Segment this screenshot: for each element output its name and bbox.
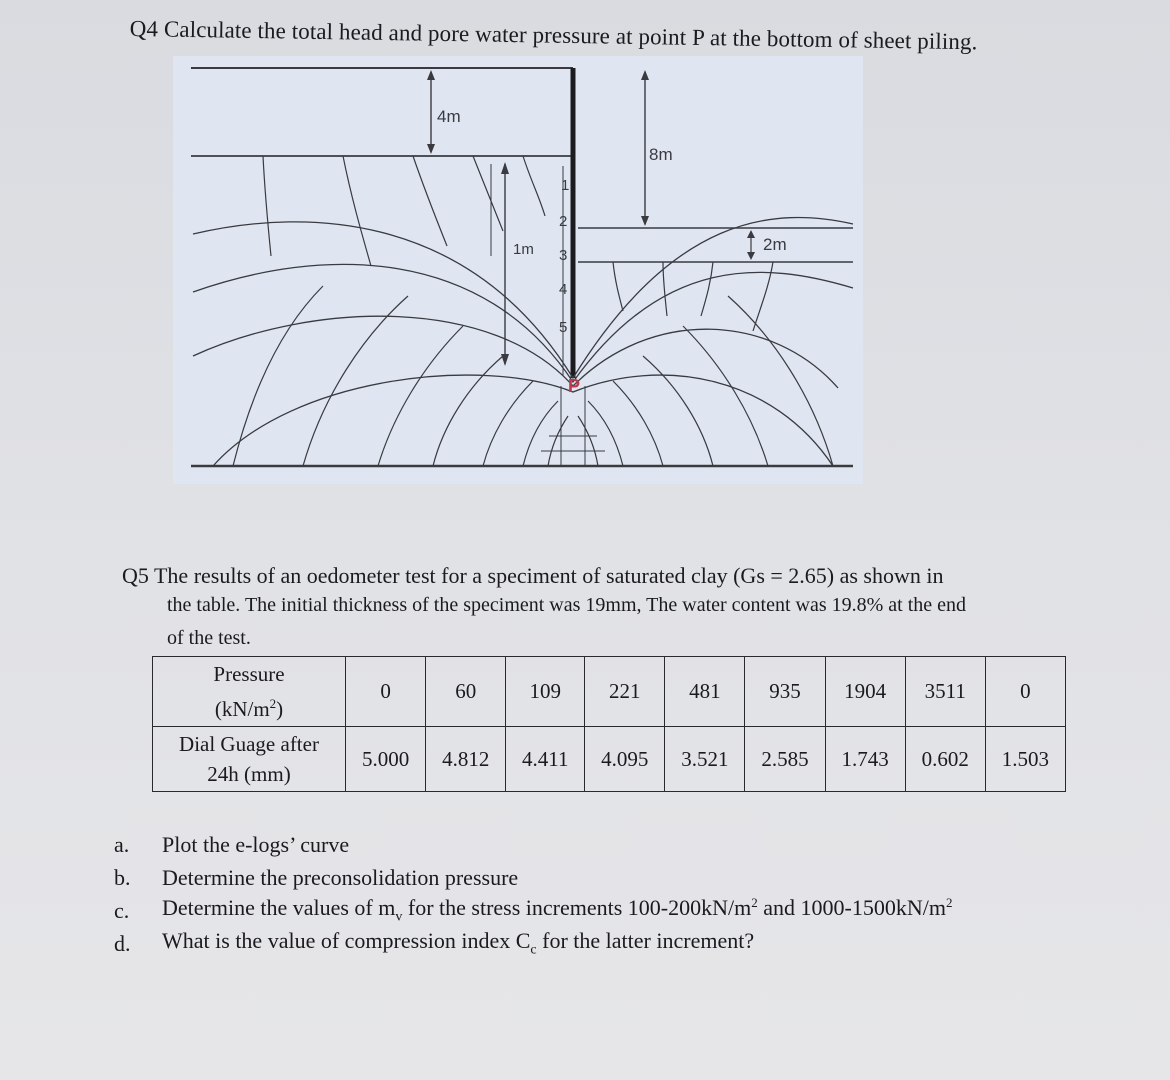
dial-cell: 4.095 (585, 727, 665, 792)
dim-label-2m: 2m (763, 235, 787, 254)
q5-text-line-1: Q5 The results of an oedometer test for a speciment of saturated clay (Gs = 2.65) as shown in (122, 563, 944, 588)
point-p-label: P (568, 376, 581, 396)
dim-label-4m: 4m (437, 107, 461, 126)
table-row-dial (153, 727, 1066, 792)
drop-number-1: 1 (561, 177, 570, 194)
q5-question (122, 563, 1072, 655)
q5-text-line-3: of the test. (167, 627, 251, 649)
dial-cell: 1.503 (985, 727, 1065, 792)
pressure-cell: 935 (745, 657, 825, 727)
drop-number-5: 5 (559, 319, 568, 336)
dial-cell: 3.521 (665, 727, 745, 792)
pressure-header: Pressure $(kN/m^2)$ (153, 657, 346, 727)
task-d (114, 927, 952, 960)
pressure-cell: 0 (985, 657, 1065, 727)
pressure-cell: 60 (426, 657, 506, 727)
drop-number-3: 3 (559, 247, 568, 264)
dial-cell: 4.812 (426, 727, 506, 792)
task-marker: d. (114, 930, 131, 956)
dial-cell: 0.602 (905, 727, 985, 792)
dim-label-1m: 1m (513, 241, 534, 258)
task-c (114, 894, 952, 927)
drop-number-4: 4 (559, 281, 568, 298)
pressure-cell: 3511 (905, 657, 985, 727)
dial-cell: 2.585 (745, 727, 825, 792)
dial-cell: 4.411 (506, 727, 585, 792)
drop-number-2: 2 (559, 213, 568, 230)
dial-cell: 1.743 (825, 727, 905, 792)
task-text: Determine the values of $m_v$ for the stress increments $100-200kN/m^2$ and $1000-1500kN/m^2$ (162, 895, 953, 925)
dim-label-8m: 8m (649, 145, 673, 164)
oedometer-table (152, 656, 1066, 792)
task-a (114, 828, 952, 861)
task-marker: c. (114, 897, 130, 923)
q4-question-title: Q4 Calculate the total head and pore water pressure at point P at the bottom of sheet piling. (129, 16, 978, 55)
table-row-pressure (153, 657, 1066, 727)
pressure-cell: 1904 (825, 657, 905, 727)
flow-net-figure (173, 56, 863, 484)
task-b (114, 861, 952, 894)
dial-cell: 5.000 (346, 727, 426, 792)
dial-header: Dial Guage after 24h (mm) (153, 727, 346, 792)
task-marker: a. (114, 831, 130, 857)
pressure-cell: 221 (585, 657, 665, 727)
task-text: Plot the e-logs’ curve (162, 831, 350, 857)
q5-text-line-2: the table. The initial thickness of the speciment was 19mm, The water content was 19.8% at the end (167, 594, 967, 616)
task-text: What is the value of compression index $C_c$ for the latter increment? (162, 928, 755, 958)
pressure-cell: 0 (346, 657, 426, 727)
pressure-cell: 109 (506, 657, 585, 727)
q5-task-list (114, 828, 952, 960)
task-text: Determine the preconsolidation pressure (162, 864, 519, 890)
pressure-cell: 481 (665, 657, 745, 727)
task-marker: b. (114, 864, 131, 890)
